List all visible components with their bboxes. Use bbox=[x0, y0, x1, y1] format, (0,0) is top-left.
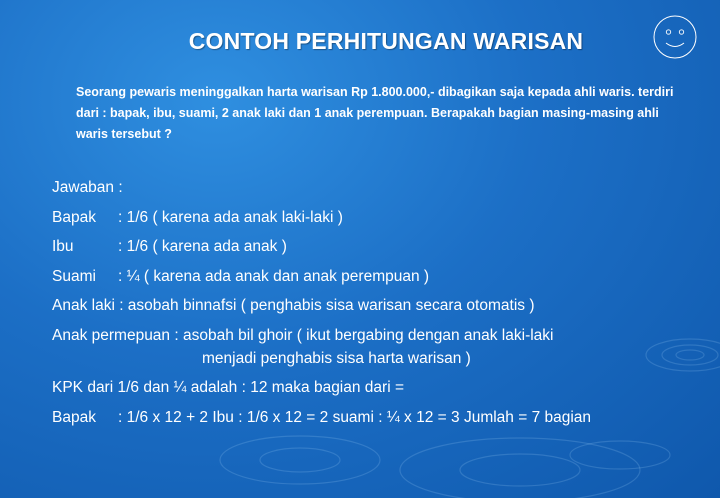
answer-block bbox=[52, 178, 591, 437]
answer-heading: Jawaban : bbox=[52, 179, 123, 196]
answer-anak-perempuan-cont: menjadi penghabis sisa harta warisan ) bbox=[202, 349, 471, 367]
calc-text: : 1/6 x 12 + 2 Ibu : 1/6 x 12 = 2 suami : ¼ x 12 = 3 Jumlah = 7 bagian bbox=[118, 408, 592, 426]
answer-suami bbox=[52, 267, 591, 297]
calculation-line bbox=[52, 408, 591, 438]
answer-label: Ibu bbox=[52, 238, 74, 255]
calc-label: Bapak bbox=[52, 408, 96, 426]
answer-label: Suami bbox=[52, 267, 96, 285]
answer-anak-laki: Anak laki : asobah binnafsi ( penghabis sisa warisan secara otomatis ) bbox=[52, 297, 535, 314]
answer-text: : 1/6 ( karena ada anak ) bbox=[118, 238, 287, 255]
question-paragraph: Seorang pewaris meninggalkan harta warisan Rp 1.800.000,- dibagikan saja kepada ahli waris. terdiri dari : bapak, ibu, suami, 2 anak laki dan 1 anak perempuan. Berapakah bagian masing-masing ahli waris tersebut ? bbox=[76, 85, 674, 141]
kpk-line: KPK dari 1/6 dan ¼ adalah : 12 maka bagian dari = bbox=[52, 379, 405, 396]
answer-anak-perempuan: Anak permepuan : asobah bil ghoir ( ikut bergabing dengan anak laki-laki bbox=[52, 326, 554, 344]
answer-text: : ¼ ( karena ada anak dan anak perempuan ) bbox=[118, 267, 430, 285]
slide-title: CONTOH PERHITUNGAN WARISAN bbox=[188, 28, 584, 54]
answer-ibu bbox=[52, 237, 591, 267]
answer-bapak bbox=[52, 208, 591, 238]
answer-text: : 1/6 ( karena ada anak laki-laki ) bbox=[118, 208, 343, 226]
answer-label: Bapak bbox=[52, 208, 96, 226]
